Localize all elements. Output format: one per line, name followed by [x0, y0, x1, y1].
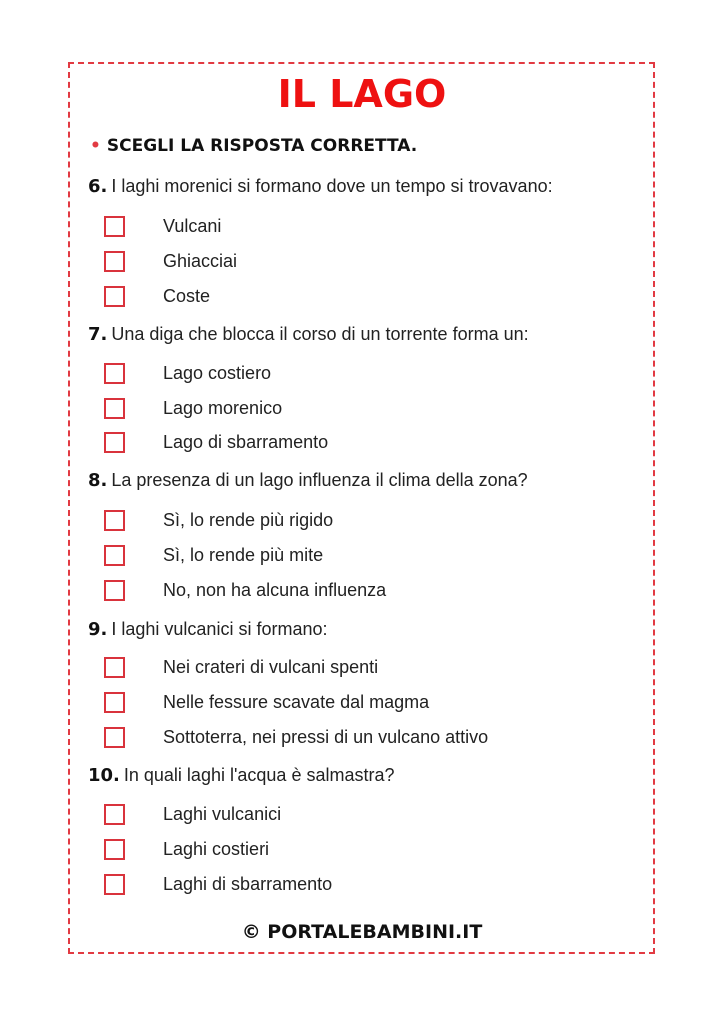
option-label: Lago costiero	[163, 362, 272, 383]
option[interactable]	[104, 360, 272, 386]
option-label: Sottoterra, nei pressi di un vulcano attivo	[163, 726, 489, 747]
option-label: Lago morenico	[163, 397, 283, 418]
checkbox[interactable]	[104, 363, 125, 384]
option[interactable]	[104, 395, 283, 421]
option[interactable]	[104, 836, 270, 862]
option[interactable]	[104, 801, 282, 827]
option-label: Laghi di sbarramento	[163, 873, 333, 894]
option[interactable]	[104, 429, 329, 455]
option-label: No, non ha alcuna influenza	[163, 579, 387, 600]
option[interactable]	[104, 283, 211, 309]
question-9	[88, 619, 327, 640]
question-text: La presenza di un lago influenza il clima della zona?	[111, 470, 528, 490]
option-label: Vulcani	[163, 215, 222, 236]
option-label: Coste	[163, 285, 211, 306]
option[interactable]	[104, 507, 334, 533]
checkbox[interactable]	[104, 580, 125, 601]
option-label: Nei crateri di vulcani spenti	[163, 656, 379, 677]
question-number: 8.	[88, 470, 108, 491]
checkbox[interactable]	[104, 286, 125, 307]
instruction-text: SCEGLI LA RISPOSTA CORRETTA.	[106, 136, 418, 156]
option-label: Sì, lo rende più mite	[163, 544, 324, 565]
checkbox[interactable]	[104, 874, 125, 895]
question-10	[88, 765, 395, 786]
option-label: Lago di sbarramento	[163, 431, 329, 452]
option[interactable]	[104, 213, 222, 239]
checkbox[interactable]	[104, 692, 125, 713]
checkbox[interactable]	[104, 510, 125, 531]
question-text: I laghi vulcanici si formano:	[111, 619, 328, 639]
option[interactable]	[104, 724, 489, 750]
option[interactable]	[104, 689, 430, 715]
question-number: 6.	[88, 176, 108, 197]
question-text: Una diga che blocca il corso di un torrente forma un:	[111, 324, 529, 344]
question-number: 9.	[88, 619, 108, 640]
option[interactable]	[104, 871, 333, 897]
instruction	[90, 136, 417, 156]
checkbox[interactable]	[104, 727, 125, 748]
question-6	[88, 176, 553, 197]
page-title: IL LAGO	[277, 72, 447, 116]
option[interactable]	[104, 248, 238, 274]
checkbox[interactable]	[104, 398, 125, 419]
option[interactable]	[104, 577, 387, 603]
question-7	[88, 324, 529, 345]
option-label: Sì, lo rende più rigido	[163, 509, 334, 530]
checkbox[interactable]	[104, 216, 125, 237]
question-number: 10.	[88, 765, 120, 786]
question-8	[88, 470, 528, 491]
question-text: I laghi morenici si formano dove un tempo si trovavano:	[111, 176, 553, 196]
checkbox[interactable]	[104, 432, 125, 453]
option-label: Ghiacciai	[163, 250, 238, 271]
option-label: Laghi costieri	[163, 838, 270, 859]
option-label: Nelle fessure scavate dal magma	[163, 691, 430, 712]
question-text: In quali laghi l'acqua è salmastra?	[123, 765, 395, 785]
checkbox[interactable]	[104, 251, 125, 272]
option[interactable]	[104, 654, 379, 680]
checkbox[interactable]	[104, 839, 125, 860]
option-label: Laghi vulcanici	[163, 803, 282, 824]
bullet-icon: •	[90, 136, 101, 156]
option[interactable]	[104, 542, 324, 568]
copyright-footer: © PORTALEBAMBINI.IT	[241, 921, 483, 943]
checkbox[interactable]	[104, 545, 125, 566]
question-number: 7.	[88, 324, 108, 345]
checkbox[interactable]	[104, 804, 125, 825]
checkbox[interactable]	[104, 657, 125, 678]
